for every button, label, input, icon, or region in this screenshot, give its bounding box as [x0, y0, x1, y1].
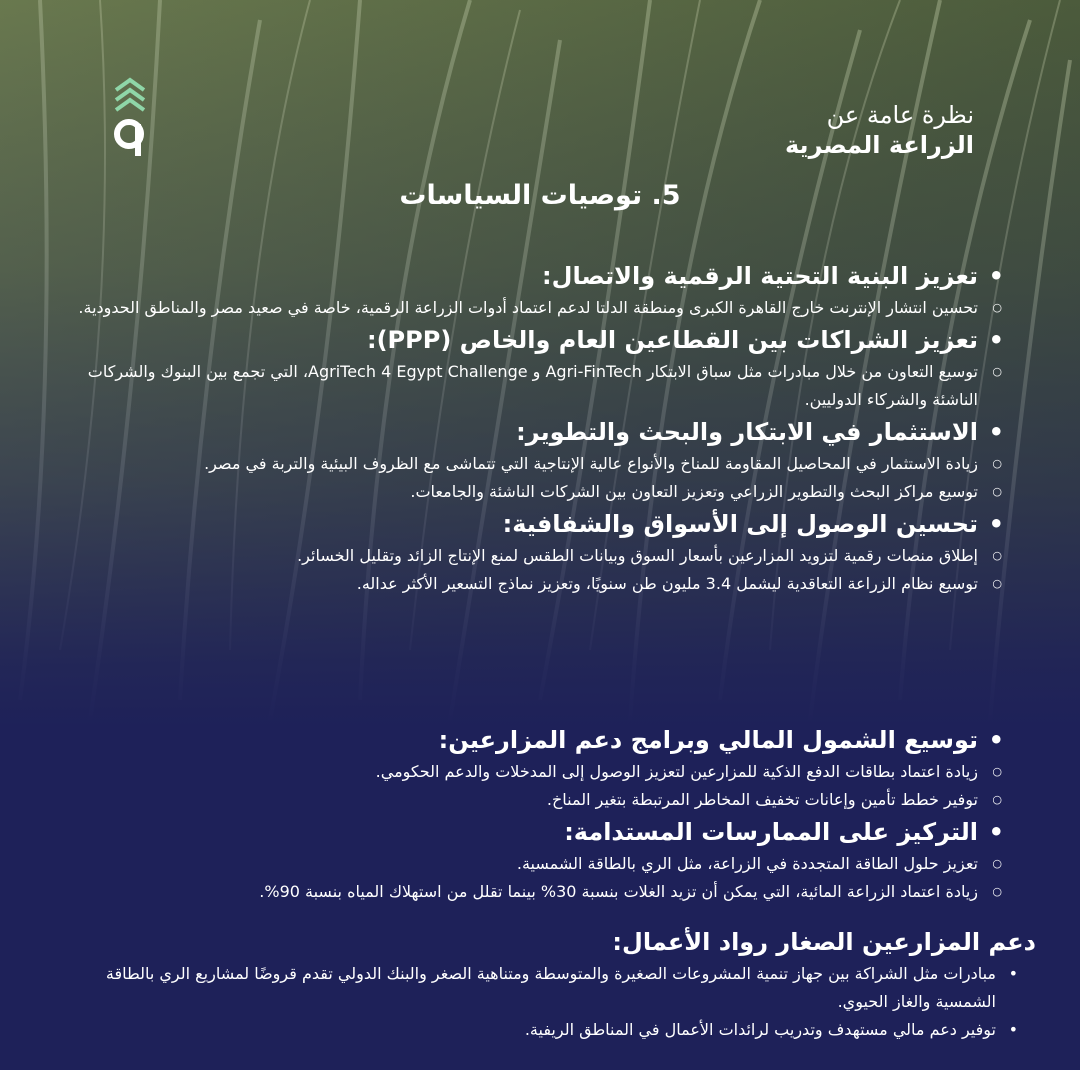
recommendations-part-3 [58, 924, 1036, 1044]
section-title-text: 5. توصيات السياسات [399, 180, 681, 211]
recommendations-part-1 [40, 258, 1008, 598]
section-heading: • تحسين الوصول إلى الأسواق والشفافية: [40, 506, 1008, 542]
list-item: ○ تحسين انتشار الإنترنت خارج القاهرة الكبرى ومنطقة الدلتا لدعم اعتماد أدوات الزراعة الرقمية، خاصة في صعيد مصر والمناطق الحدودية. [40, 294, 1008, 322]
list-item: ○ إطلاق منصات رقمية لتزويد المزارعين بأسعار السوق وبيانات الطقس لمنع الإنتاج الزائد وتقليل الخسائر. [40, 542, 1008, 570]
section-market-access [40, 506, 1008, 598]
section-heading: • توسيع الشمول المالي وبرامج دعم المزارعين: [40, 722, 1008, 758]
section-heading: • التركيز على الممارسات المستدامة: [40, 814, 1008, 850]
list-item: • توفير دعم مالي مستهدف وتدريب لرائدات الأعمال في المناطق الريفية. [58, 1016, 1026, 1044]
section-sustainability [40, 814, 1008, 906]
section-digital-infrastructure [40, 258, 1008, 322]
report-header [785, 100, 974, 160]
list-item: • مبادرات مثل الشراكة بين جهاز تنمية المشروعات الصغيرة والمتوسطة ومتناهية الصغر والبنك الدولي تقدم قروضًا لمشاريع الري بالطاقة الشمسية والغاز الحيوي. [58, 960, 1026, 1016]
list-item: ○ زيادة الاستثمار في المحاصيل المقاومة للمناخ والأنواع عالية الإنتاجية التي تتماشى مع الظروف البيئية والتربة في مصر. [40, 450, 1008, 478]
header-line-1: نظرة عامة عن [826, 101, 974, 129]
section-financial-inclusion [40, 722, 1008, 814]
list-item: ○ زيادة اعتماد الزراعة المائية، التي يمكن أن تزيد الغلات بنسبة 30% بينما تقلل من استهلاك المياه بنسبة 90%. [40, 878, 1008, 906]
list-item: ○ توفير خطط تأمين وإعانات تخفيف المخاطر المرتبطة بتغير المناخ. [40, 786, 1008, 814]
section-heading: • تعزيز البنية التحتية الرقمية والاتصال: [40, 258, 1008, 294]
section-title [0, 180, 1080, 211]
list-item: ○ تعزيز حلول الطاقة المتجددة في الزراعة، مثل الري بالطاقة الشمسية. [40, 850, 1008, 878]
section-ppp [40, 322, 1008, 414]
list-item: ○ توسيع التعاون من خلال مبادرات مثل سباق الابتكار Agri-FinTech و AgriTech 4 Egypt Challenge، التي تجمع بين البنوك والشركات الناشئة والشركاء الدوليين. [40, 358, 1008, 414]
section-innovation [40, 414, 1008, 506]
section-heading: دعم المزارعين الصغار رواد الأعمال: [612, 928, 1036, 956]
brand-logo-icon [108, 74, 152, 164]
list-item: ○ زيادة اعتماد بطاقات الدفع الذكية للمزارعين لتعزيز الوصول إلى المدخلات والدعم الحكومي. [40, 758, 1008, 786]
list-item: ○ توسيع نظام الزراعة التعاقدية ليشمل 3.4 مليون طن سنويًا، وتعزيز نماذج التسعير الأكثر عداله. [40, 570, 1008, 598]
list-item: ○ توسيع مراكز البحث والتطوير الزراعي وتعزيز التعاون بين الشركات الناشئة والجامعات. [40, 478, 1008, 506]
section-smallholders [58, 924, 1036, 1044]
section-heading: • تعزيز الشراكات بين القطاعين العام والخاص (PPP): [40, 322, 1008, 358]
header-line-2: الزراعة المصرية [785, 131, 974, 159]
section-heading: • الاستثمار في الابتكار والبحث والتطوير: [40, 414, 1008, 450]
recommendations-part-2 [40, 722, 1008, 906]
